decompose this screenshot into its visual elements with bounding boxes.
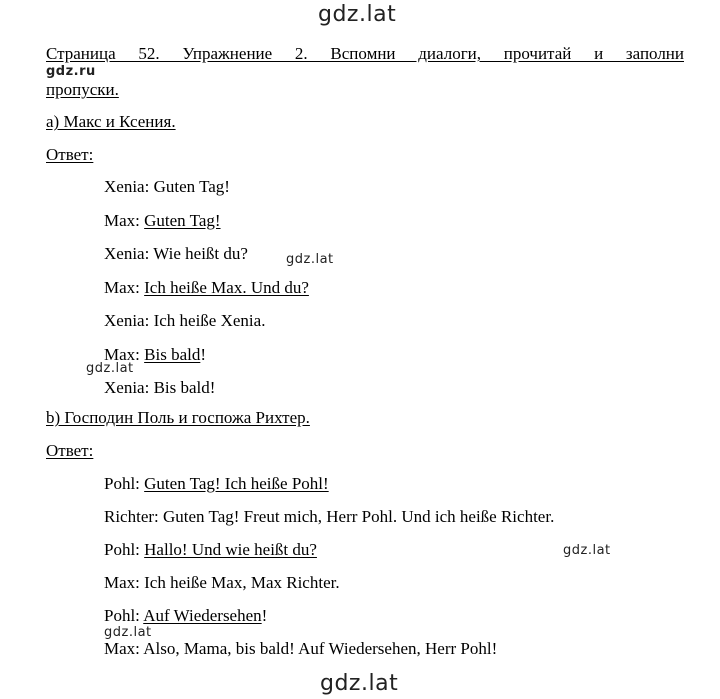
section-a-title: а) Макс и Ксения.	[46, 112, 176, 131]
speaker-label: Pohl:	[104, 540, 145, 559]
watermark-mid-4: gdz.lat	[104, 625, 152, 640]
watermark-gdz-ru: gdz.ru	[46, 64, 96, 79]
dialogue-text: Wie heißt du?	[153, 244, 248, 263]
speaker-label: Max:	[104, 344, 145, 364]
dialogue-text: Guten Tag! Freut mich, Herr Pohl. Und ich heiße Richter.	[163, 507, 555, 526]
speaker-label: Xenia:	[104, 177, 154, 196]
dialogue-tail: !	[200, 344, 207, 364]
dialogue-line	[104, 345, 206, 365]
speaker-label: Xenia:	[104, 311, 154, 330]
watermark-mid-1: gdz.lat	[286, 252, 334, 267]
dialogue-line	[104, 378, 215, 398]
section-a-answer-label: Ответ:	[46, 145, 94, 164]
dialogue-line	[104, 639, 497, 659]
dialogue-text: Bis bald!	[153, 378, 216, 397]
section-b-title: b) Господин Поль и госпожа Рихтер.	[46, 408, 310, 427]
dialogue-line	[104, 540, 317, 560]
speaker-label: Max:	[104, 210, 145, 230]
filled-answer: Guten Tag! Ich heiße Pohl!	[144, 474, 329, 493]
dialogue-line	[104, 278, 309, 298]
exercise-heading: Страница 52. Упражнение 2. Вспомни диалоги, прочитай и заполни	[46, 44, 684, 63]
dialogue-line	[104, 573, 340, 593]
section-b-answer-label: Ответ:	[46, 441, 94, 460]
dialogue-line	[104, 244, 248, 264]
dialogue-line	[104, 177, 230, 197]
dialogue-line	[104, 211, 221, 231]
dialogue-tail: !	[261, 606, 268, 625]
dialogue-line	[104, 311, 265, 331]
speaker-label: Max:	[104, 639, 144, 658]
filled-answer: Auf Wiedersehen	[143, 606, 262, 625]
dialogue-line	[104, 474, 329, 494]
dialogue-line	[104, 606, 267, 626]
speaker-label: Xenia:	[104, 244, 154, 263]
filled-answer: Ich heiße Max. Und du?	[144, 277, 309, 297]
dialogue-text: Ich heiße Max, Max Richter.	[144, 573, 340, 592]
dialogue-text: Also, Mama, bis bald! Auf Wiedersehen, Herr Pohl!	[143, 639, 498, 658]
dialogue-text: Guten Tag!	[153, 177, 230, 196]
dialogue-line	[104, 507, 554, 527]
dialogue-text: Ich heiße Xenia.	[153, 311, 266, 330]
filled-answer: Guten Tag!	[144, 210, 221, 230]
speaker-label: Pohl:	[104, 474, 145, 493]
exercise-heading-continued: пропуски.	[46, 80, 119, 99]
watermark-mid-3: gdz.lat	[563, 543, 611, 558]
watermark-top: gdz.lat	[318, 2, 397, 27]
watermark-bottom: gdz.lat	[320, 671, 399, 696]
filled-answer: Hallo! Und wie heißt du?	[144, 540, 317, 559]
watermark-mid-2: gdz.lat	[86, 361, 134, 376]
filled-answer: Bis bald	[144, 344, 201, 364]
speaker-label: Xenia:	[104, 378, 154, 397]
speaker-label: Max:	[104, 277, 145, 297]
speaker-label: Pohl:	[104, 606, 144, 625]
speaker-label: Max:	[104, 573, 145, 592]
speaker-label: Richter:	[104, 507, 164, 526]
